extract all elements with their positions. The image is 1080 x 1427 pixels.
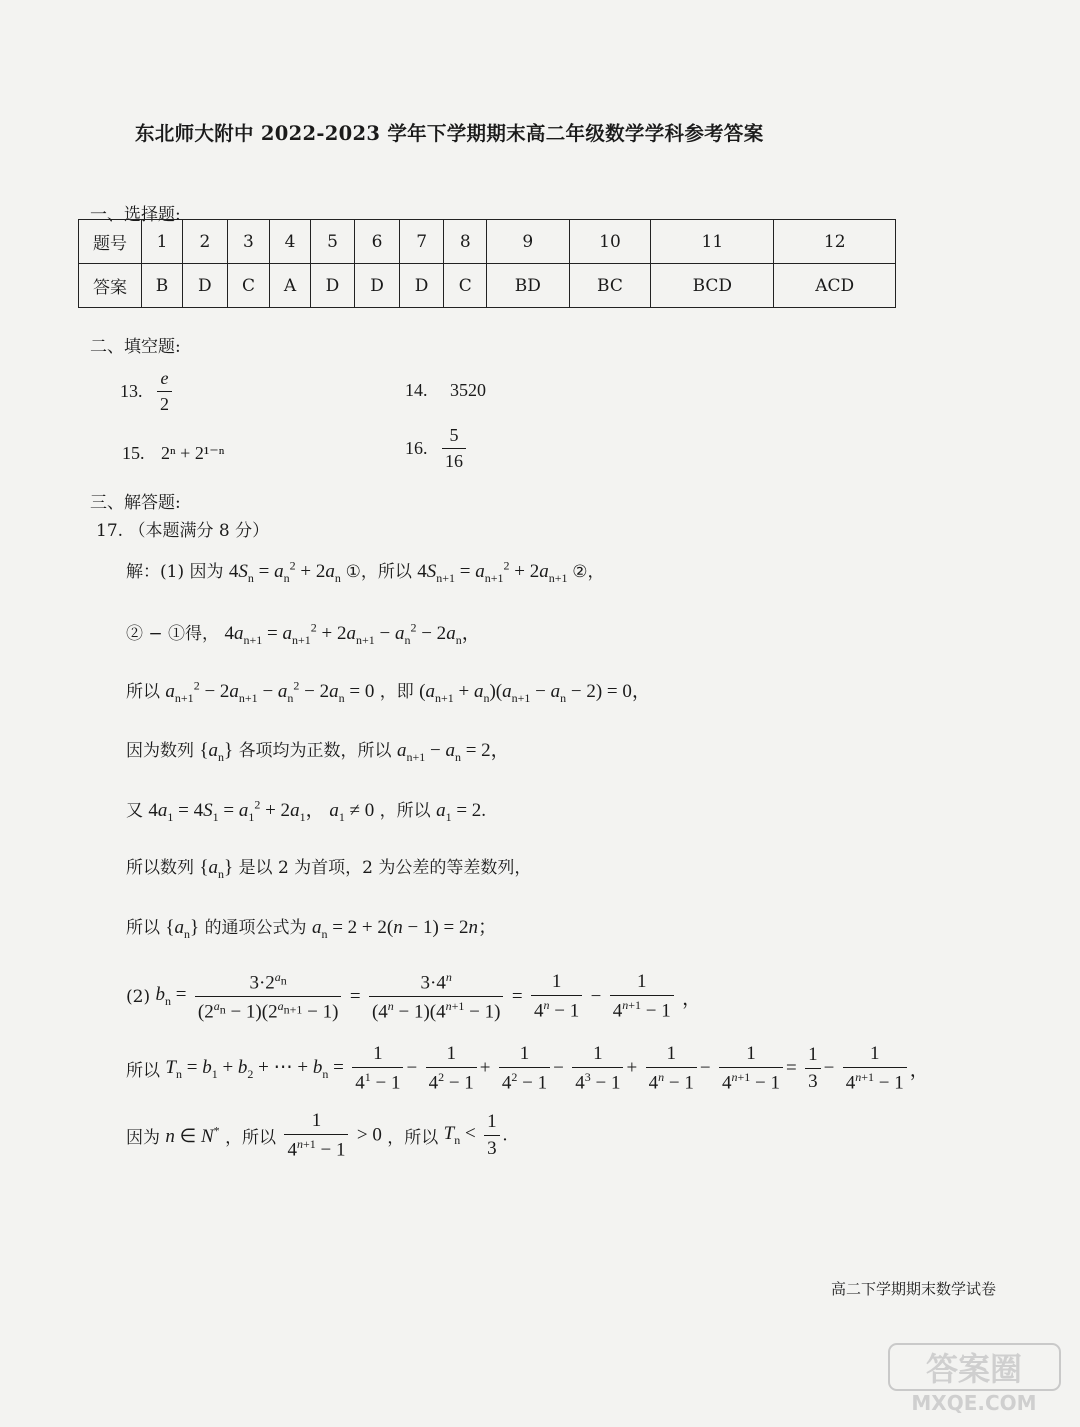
fraction-denominator: 16 <box>445 451 463 471</box>
question-number: 16. <box>405 438 428 458</box>
solution-line-5: 又 $4a_1 = 4S_1 = a_1^2 + 2a_1$， $a_1 \ne 0$ ，所以 $a_1 = 2$. <box>126 797 487 824</box>
page-title: 东北师大附中 2022-2023 学年下学期期末高二年级数学学科参考答案 <box>135 122 764 145</box>
watermark-logo <box>887 1340 1062 1415</box>
text: 解：(1) 因为 <box>126 562 224 582</box>
text: ②， <box>572 562 605 582</box>
table-cell: D <box>399 264 444 308</box>
text: ，即 <box>379 682 414 702</box>
svg-text:答案圈: 答案圈 <box>925 1350 1023 1388</box>
table-cell: 6 <box>355 220 400 264</box>
table-cell: 2 <box>183 220 228 264</box>
text: ② − ①得， <box>126 624 220 644</box>
table-cell: C <box>444 264 487 308</box>
solution-line-9: 所以 $T_n = b_1 + b_2$ + ⋯ + $b_n$ = $\frac{1}{4^1 - 1}$ − $\frac{1}{4^2 - 1}$ + $\frac{1}{4^2 - 1}$ − $\frac{1}{4^3 - 1}$ + $\frac{1}{4^n - 1}$ − $\frac{1}{4^{n+1} - 1}$ = $\frac{1}{3}$ − $\frac{1}{4^{n+1} - 1}$ ， <box>126 1043 929 1094</box>
text: ①，所以 <box>345 562 412 582</box>
text: 所以 <box>126 682 160 702</box>
table-cell: A <box>270 264 310 308</box>
table-cell: 10 <box>569 220 651 264</box>
text: 又 <box>126 801 143 821</box>
text: ，所以 <box>225 1128 277 1149</box>
table-cell: 7 <box>399 220 444 264</box>
row-label-answer: 答案 <box>79 264 142 308</box>
text: 的通项公式为 <box>204 918 307 938</box>
question-number: 15. <box>122 443 145 463</box>
solution-line-4: 因为数列 $\{a_n\}$ 各项均为正数，所以 $a_{n+1} - a_n = 2$， <box>126 740 510 764</box>
table-cell: 9 <box>487 220 570 264</box>
text: 因为 <box>126 1128 160 1149</box>
fraction-numerator: e <box>157 368 172 392</box>
section-solve-heading: 三、解答题: <box>90 493 181 513</box>
answer-table <box>78 219 896 308</box>
answer-value: 2ⁿ + 2¹⁻ⁿ <box>161 443 225 463</box>
text: 所以数列 <box>126 858 194 878</box>
text: (2) <box>126 986 151 1007</box>
fill-answer-14 <box>405 380 486 401</box>
text: 所以 <box>126 1061 160 1082</box>
text: 各项均为正数，所以 <box>238 741 392 761</box>
solution-line-1: 解：(1) 因为 $4S_n = a_n^2 + 2a_n$ ①，所以 $4S_{n+1} = a_{n+1}^2 + 2a_{n+1}$ ②， <box>126 558 605 585</box>
answer-value: 3520 <box>450 380 486 400</box>
text: 是以 2 为首项，2 为公差的等差数列， <box>238 858 532 878</box>
fill-answer-16 <box>405 425 469 472</box>
table-cell: BCD <box>651 264 774 308</box>
svg-text:MXQE.COM: MXQE.COM <box>911 1391 1037 1415</box>
table-cell: BC <box>569 264 651 308</box>
text: 因为数列 <box>126 741 194 761</box>
solution-line-3: 所以 $a_{n+1}^2 - 2a_{n+1} - a_n^2 - 2a_n = 0$ ，即 $(a_{n+1} + a_n)(a_{n+1} - a_n - 2) = 0$， <box>126 678 651 705</box>
text: ，所以 <box>379 801 431 821</box>
fill-answer-15 <box>122 443 224 464</box>
fraction-denominator: 2 <box>160 394 169 414</box>
table-cell: BD <box>487 264 570 308</box>
table-cell: D <box>183 264 228 308</box>
question-number: 14. <box>405 380 428 400</box>
table-cell: 4 <box>270 220 310 264</box>
table-cell: B <box>142 264 183 308</box>
solution-line-6: 所以数列 $\{a_n\}$ 是以 2 为首项，2 为公差的等差数列， <box>126 857 532 881</box>
table-cell: D <box>355 264 400 308</box>
fraction-numerator: 5 <box>442 425 466 449</box>
table-cell: ACD <box>774 264 896 308</box>
table-row-numbers <box>79 220 896 264</box>
table-cell: 8 <box>444 220 487 264</box>
solution-line-8: (2) $b_n$ = $\frac{3\cdot 2^{a_n}}{(2^{a_n} - 1)(2^{a_{n+1}} - 1)}$ = $\frac{3\cdot 4^n}{(4^n - 1)(4^{n+1} - 1)}$ = $\frac{1}{4^n - 1}$ − $\frac{1}{4^{n+1} - 1}$ ， <box>126 970 702 1023</box>
section-fill-heading: 二、填空题: <box>90 337 181 357</box>
section-choice-heading: 一、选择题: <box>90 205 181 225</box>
table-cell: 5 <box>310 220 355 264</box>
table-cell: 11 <box>651 220 774 264</box>
table-cell: C <box>227 264 270 308</box>
question-number: 13. <box>120 381 143 401</box>
text: 所以 <box>126 918 160 938</box>
solution-line-7: 所以 $\{a_n\}$ 的通项公式为 $a_n = 2 + 2(n - 1) = 2n$； <box>126 917 498 941</box>
table-cell: 3 <box>227 220 270 264</box>
table-cell: 1 <box>142 220 183 264</box>
table-row-answers <box>79 264 896 308</box>
solution-line-10: 因为 n ∈ N* ，所以 $\frac{1}{4^{n+1} - 1}$ > 0 ，所以 $T_n$ < $\frac{1}{3}$ . <box>126 1110 508 1161</box>
table-cell: 12 <box>774 220 896 264</box>
fill-answer-13 <box>120 368 175 415</box>
page-footer: 高二下学期期末数学试卷 <box>830 1280 996 1298</box>
table-cell: D <box>310 264 355 308</box>
solution-line-2: ② − ①得， $4a_{n+1} = a_{n+1}^2 + 2a_{n+1} - a_n^2 - 2a_n$， <box>126 620 481 647</box>
question-17-header: 17. （本题满分 8 分） <box>96 521 270 541</box>
row-label-number: 题号 <box>79 220 142 264</box>
text: ，所以 <box>387 1128 439 1149</box>
